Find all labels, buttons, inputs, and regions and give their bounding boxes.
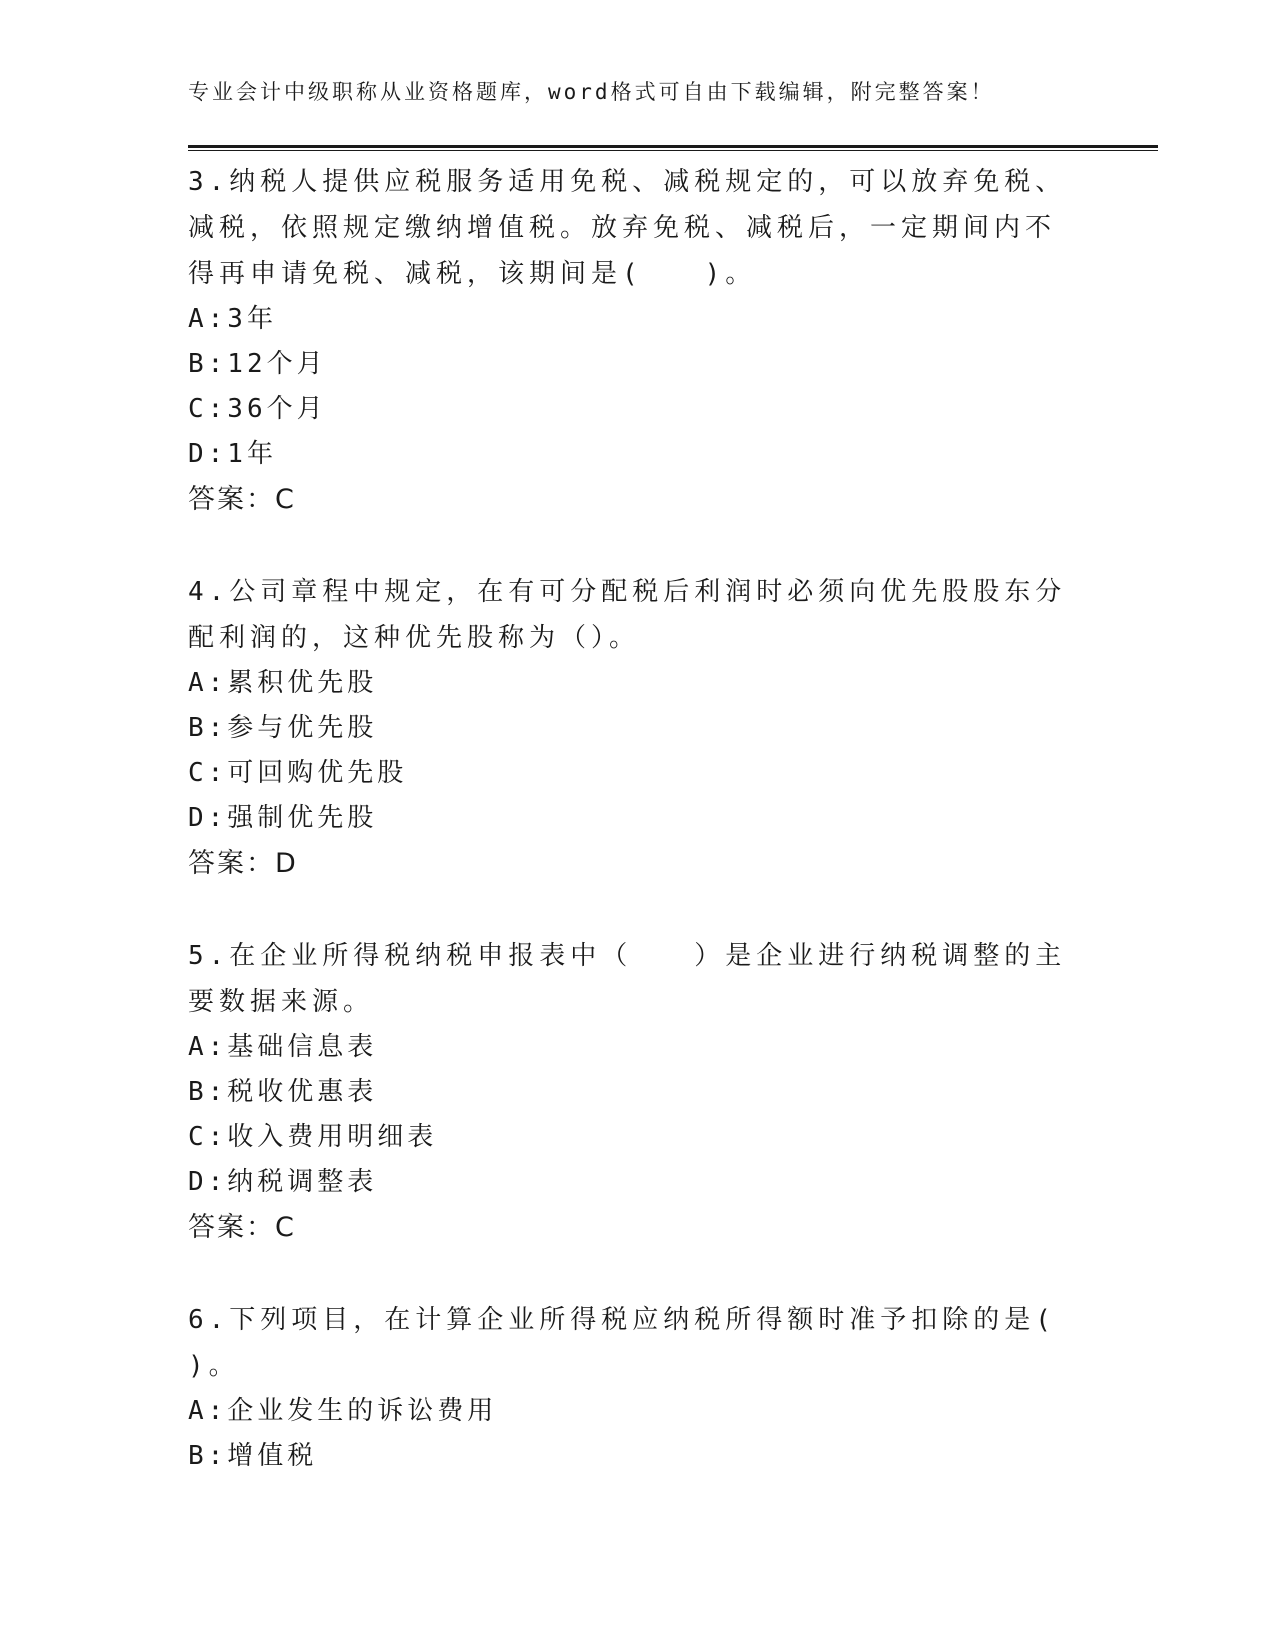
question-3 — [188, 159, 1068, 523]
header-rule-thick — [188, 145, 1158, 148]
option-b: B:参与优先股 — [188, 713, 378, 743]
question-list — [188, 159, 1118, 1525]
option-c: C:36个月 — [188, 394, 327, 424]
page-header: 专业会计中级职称从业资格题库，word格式可自由下载编辑，附完整答案！ — [188, 80, 995, 104]
question-5 — [188, 933, 1068, 1251]
answer: 答案：C — [188, 1212, 296, 1243]
option-a: A:企业发生的诉讼费用 — [188, 1396, 498, 1426]
answer: 答案：D — [188, 848, 298, 879]
question-text: 4.公司章程中规定，在有可分配税后利润时必须向优先股股东分配利润的，这种优先股称为（）。 — [188, 577, 1067, 653]
question-text: 5.在企业所得税纳税申报表中（ ）是企业进行纳税调整的主要数据来源。 — [188, 941, 1067, 1017]
option-a: A:3年 — [188, 304, 277, 334]
option-d: D:纳税调整表 — [188, 1167, 378, 1197]
option-c: C:可回购优先股 — [188, 758, 408, 788]
option-b: B:增值税 — [188, 1441, 318, 1471]
option-b: B:税收优惠表 — [188, 1077, 378, 1107]
question-6 — [188, 1297, 1118, 1479]
answer: 答案：C — [188, 484, 296, 515]
option-d: D:1年 — [188, 439, 277, 469]
question-text: 6.下列项目，在计算企业所得税应纳税所得额时准予扣除的是( )。 — [188, 1305, 1118, 1381]
header-rule-thin — [188, 150, 1158, 151]
option-a: A:累积优先股 — [188, 668, 378, 698]
question-text: 3.纳税人提供应税服务适用免税、减税规定的，可以放弃免税、减税，依照规定缴纳增值税。放弃免税、减税后，一定期间内不得再申请免税、减税，该期间是( )。 — [188, 167, 1067, 289]
question-4 — [188, 569, 1068, 887]
option-a: A:基础信息表 — [188, 1032, 378, 1062]
option-d: D:强制优先股 — [188, 803, 378, 833]
option-c: C:收入费用明细表 — [188, 1122, 438, 1152]
option-b: B:12个月 — [188, 349, 327, 379]
